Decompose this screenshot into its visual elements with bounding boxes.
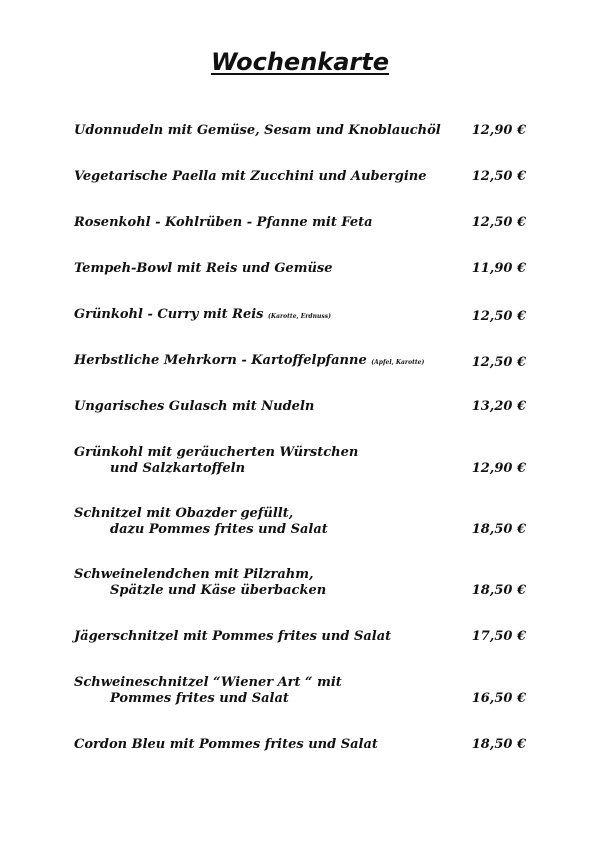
dish-name [74,307,534,325]
menu-item [74,567,534,599]
dish-name: Jägerschnitzel mit Pommes frites und Salat [74,629,392,644]
dish-name: Rosenkohl - Kohlrüben - Pfanne mit Feta [74,215,373,230]
dish-price: 12,90 € [471,461,526,476]
dish-name-text: Grünkohl - Curry mit Reis [74,307,264,322]
dish-note: (Apfel, Karotte) [371,359,425,366]
dish-price: 12,50 € [471,309,526,324]
dish-price: 18,50 € [471,583,526,598]
dish-name: Ungarisches Gulasch mit Nudeln [74,399,315,414]
dish-name-line2: Spätzle und Käse überbacken [110,583,327,598]
menu-item [74,123,534,139]
dish-name: Schnitzel mit Obazder gefüllt, [74,506,294,521]
menu-item [74,629,534,645]
dish-name: Schweineschnitzel “Wiener Art “ mit [74,675,342,690]
menu-item [74,261,534,277]
dish-price: 12,50 € [471,169,526,184]
dish-name: Schweinelendchen mit Pilzrahm, [74,567,314,582]
dish-price: 16,50 € [471,691,526,706]
dish-name-line2: Pommes frites und Salat [110,691,289,706]
dish-price: 12,90 € [471,123,526,138]
menu-item [74,169,534,185]
dish-note: (Karotte, Erdnuss) [268,313,331,320]
menu-item [74,675,534,707]
dish-name [74,353,534,371]
menu-item [74,399,534,415]
dish-price: 12,50 € [471,215,526,230]
dish-name-line2: dazu Pommes frites und Salat [110,522,328,537]
dish-name-text: Herbstliche Mehrkorn - Kartoffelpfanne [74,353,367,368]
dish-price: 17,50 € [471,629,526,644]
menu-item [74,445,534,477]
dish-name: Vegetarische Paella mit Zucchini und Aubergine [74,169,427,184]
menu-item [74,307,534,325]
dish-price: 11,90 € [471,261,526,276]
dish-price: 13,20 € [471,399,526,414]
dish-name: Tempeh-Bowl mit Reis und Gemüse [74,261,333,276]
dish-price: 18,50 € [471,737,526,752]
menu-item [74,353,534,371]
menu-item [74,737,534,753]
dish-price: 12,50 € [471,355,526,370]
dish-price: 18,50 € [471,522,526,537]
dish-name: Grünkohl mit geräucherten Würstchen [74,445,359,460]
dish-name: Udonnudeln mit Gemüse, Sesam und Knoblauchöl [74,123,441,138]
menu-item [74,506,534,538]
dish-name-line2: und Salzkartoffeln [110,461,246,476]
menu-title: Wochenkarte [210,48,390,76]
menu-item [74,215,534,231]
dish-name: Cordon Bleu mit Pommes frites und Salat [74,737,378,752]
